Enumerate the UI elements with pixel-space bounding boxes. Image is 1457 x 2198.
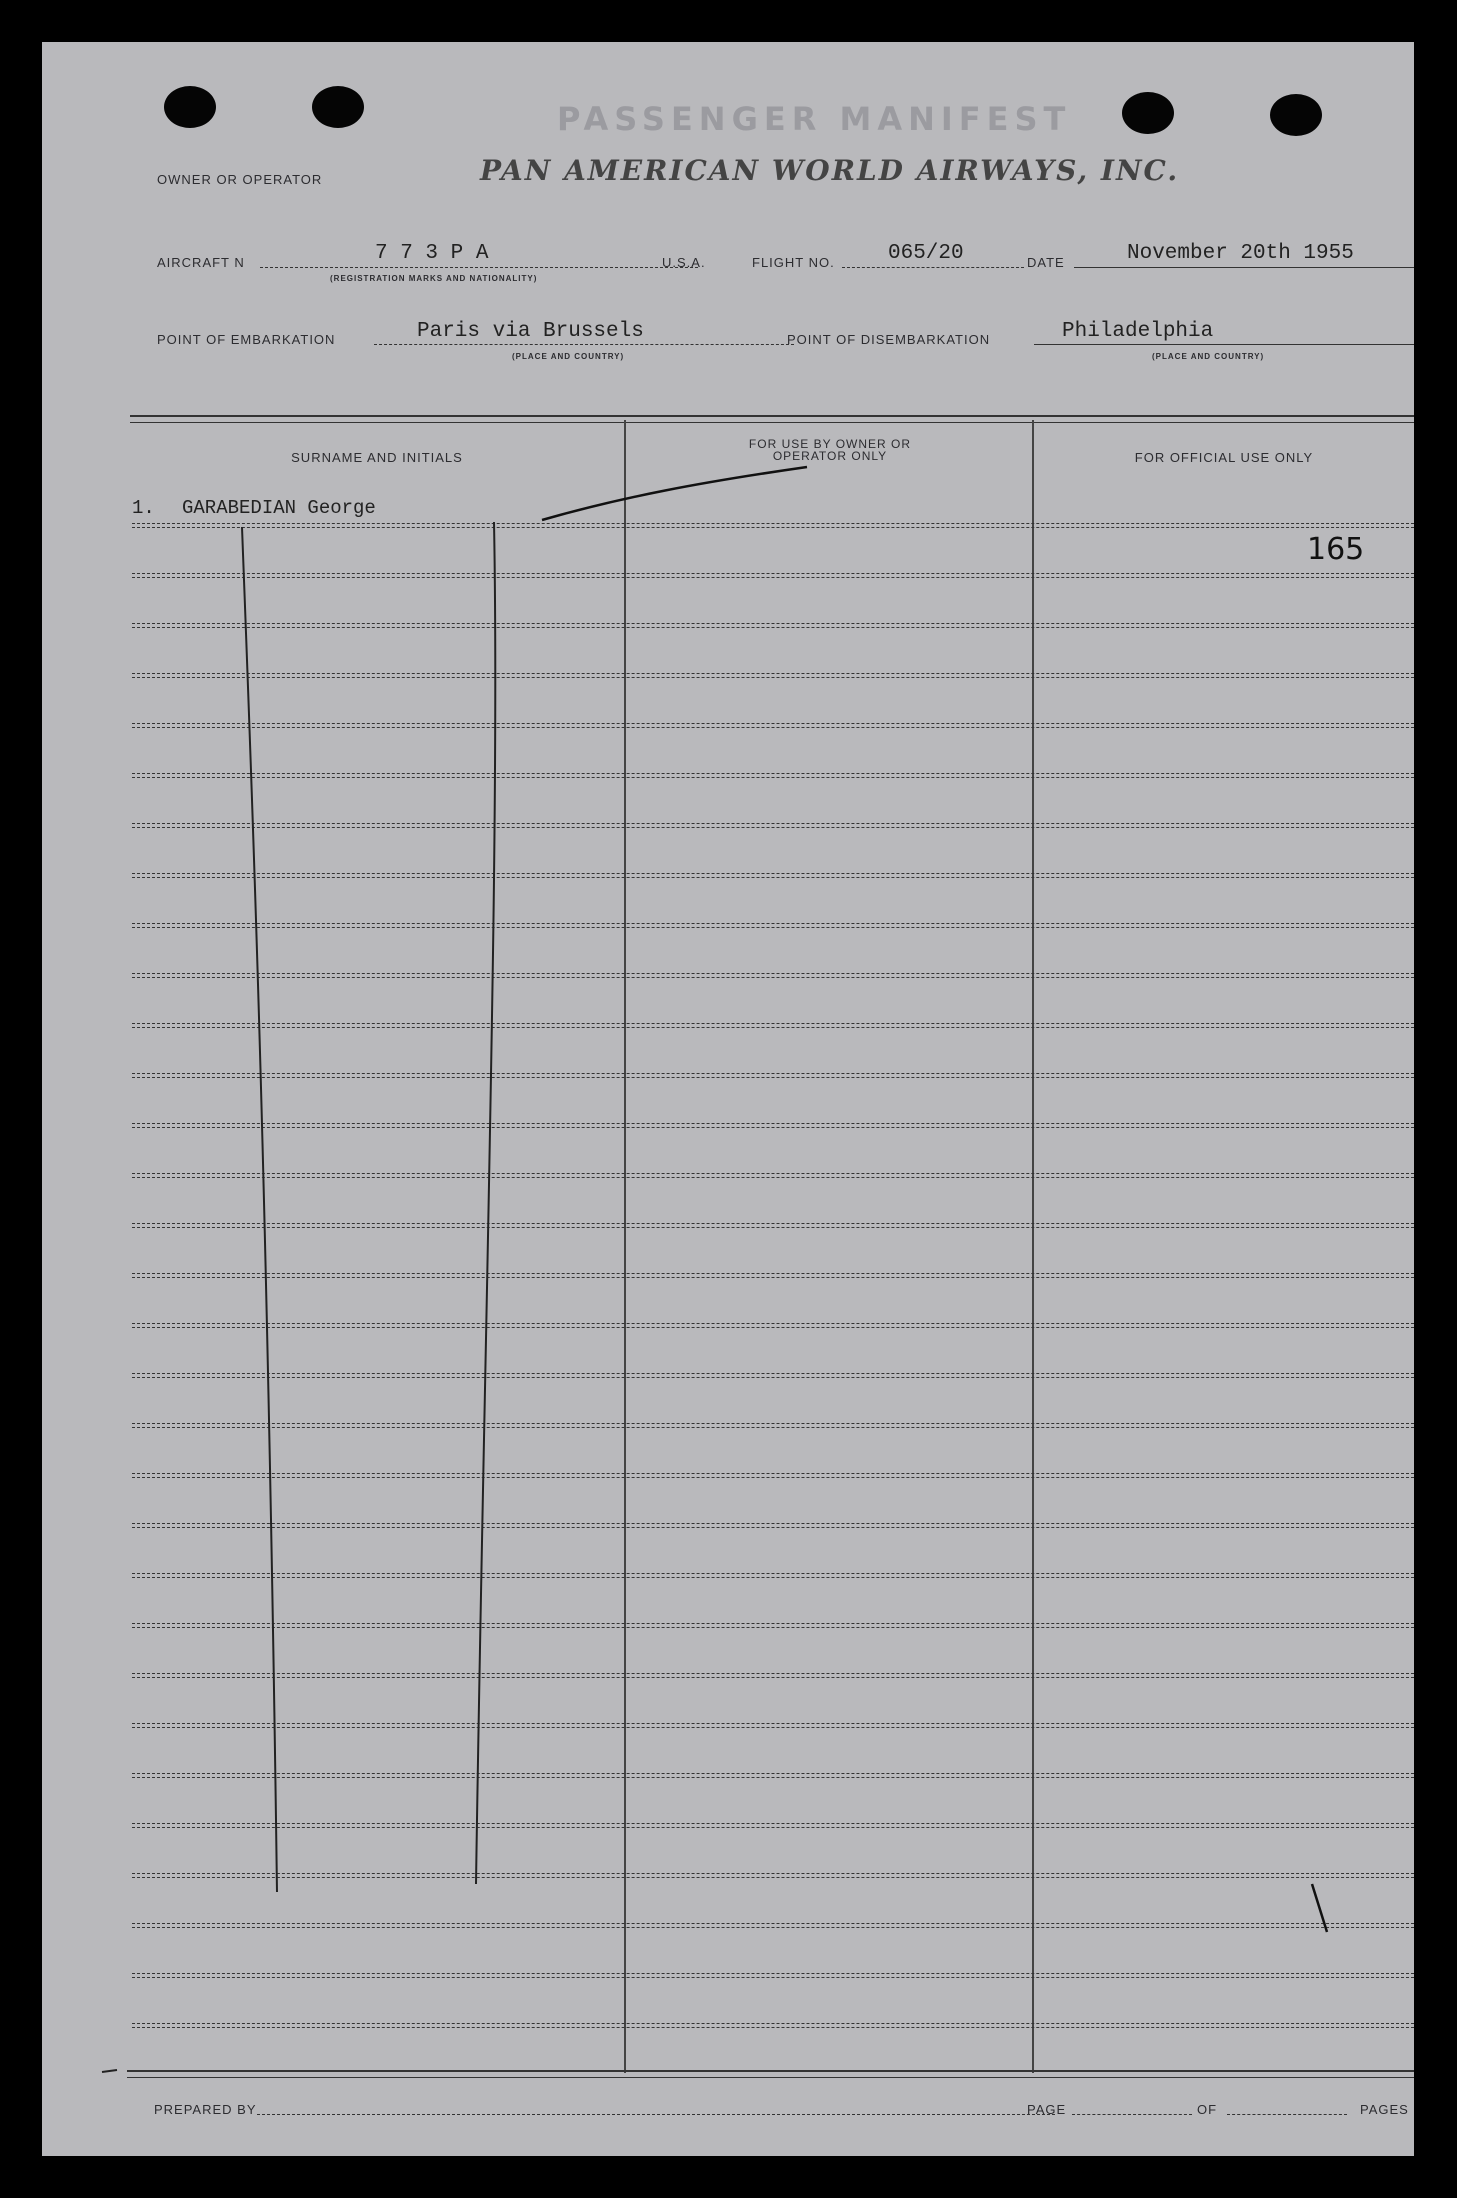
ruled-line [132, 1823, 1414, 1824]
ruled-line [132, 1423, 1414, 1424]
ruled-line [132, 1677, 1414, 1678]
column-divider [1032, 420, 1034, 2073]
ruled-line [132, 627, 1414, 628]
column-divider [624, 420, 626, 2073]
ruled-line [132, 1523, 1414, 1524]
ruled-line [132, 1927, 1414, 1928]
ruled-line [132, 1773, 1414, 1774]
aircraft-line [260, 267, 698, 268]
embark-label: POINT OF EMBARKATION [157, 332, 336, 347]
ruled-line [132, 1923, 1414, 1924]
owner-name: PAN AMERICAN WORLD AIRWAYS, INC. [480, 154, 1180, 187]
column-header-surname: SURNAME AND INITIALS [291, 450, 463, 465]
ruled-line [132, 1973, 1414, 1974]
registration-caption: (REGISTRATION MARKS AND NATIONALITY) [330, 274, 538, 283]
ruled-line [132, 977, 1414, 978]
ruled-line [132, 1123, 1414, 1124]
table-top-rule [130, 422, 1414, 423]
ruled-line [132, 1777, 1414, 1778]
ruled-line [132, 1573, 1414, 1574]
ruled-line [132, 1577, 1414, 1578]
disembark-line [1034, 344, 1414, 345]
ruled-line [132, 527, 1414, 528]
ruled-line [132, 1477, 1414, 1478]
ruled-line [132, 1873, 1414, 1874]
embark-value: Paris via Brussels [417, 320, 644, 343]
ruled-line [132, 877, 1414, 878]
ruled-line [132, 1977, 1414, 1978]
prepared-line [257, 2114, 1055, 2115]
table-bottom-rule [127, 2070, 1414, 2072]
ruled-line [132, 1227, 1414, 1228]
of-label: OF [1197, 2102, 1218, 2117]
row-number: 1. [132, 497, 155, 519]
ruled-line [132, 827, 1414, 828]
flight-label: FLIGHT NO. [752, 255, 835, 270]
ruled-line [132, 873, 1414, 874]
ruled-line [132, 1727, 1414, 1728]
table-top-rule [130, 415, 1414, 417]
ruled-line [132, 1427, 1414, 1428]
ruled-line [132, 1273, 1414, 1274]
ruled-line [132, 677, 1414, 678]
ruled-line [132, 1127, 1414, 1128]
ruled-line [132, 1373, 1414, 1374]
ruled-line [132, 727, 1414, 728]
usa-label: U.S.A. [662, 255, 706, 270]
date-value: November 20th 1955 [1127, 242, 1354, 265]
aircraft-value: 7 7 3 P A [375, 242, 489, 265]
ruled-line [132, 1077, 1414, 1078]
flight-value: 065/20 [888, 242, 964, 265]
table-bottom-rule [127, 2077, 1414, 2078]
official-number: 165 [1307, 532, 1365, 567]
embark-line [374, 344, 794, 345]
ruled-line [132, 1377, 1414, 1378]
column-header-owner-use: FOR USE BY OWNER OR OPERATOR ONLY [748, 437, 912, 463]
ruled-line [132, 573, 1414, 574]
ruled-line [132, 723, 1414, 724]
ruled-line [132, 673, 1414, 674]
ruled-line [132, 1473, 1414, 1474]
manifest-page [42, 42, 1414, 2156]
ruled-line [132, 1527, 1414, 1528]
ruled-line [132, 1327, 1414, 1328]
of-line [1227, 2114, 1347, 2115]
date-line [1074, 267, 1414, 268]
date-label: DATE [1027, 255, 1065, 270]
disembark-value: Philadelphia [1062, 320, 1214, 343]
ruled-line [132, 1623, 1414, 1624]
disembark-label: POINT OF DISEMBARKATION [787, 332, 991, 347]
page-line [1072, 2114, 1192, 2115]
ruled-line [132, 577, 1414, 578]
ruled-line [132, 973, 1414, 974]
ruled-line [132, 1877, 1414, 1878]
punch-hole [1122, 92, 1174, 134]
punch-hole [1270, 94, 1322, 136]
ruled-line [132, 1277, 1414, 1278]
ruled-line [132, 2023, 1414, 2024]
ruled-line [132, 1827, 1414, 1828]
ruled-line [132, 623, 1414, 624]
ruled-line [132, 1223, 1414, 1224]
passenger-name: GARABEDIAN George [182, 497, 376, 519]
punch-hole [164, 86, 216, 128]
prepared-label: PREPARED BY [154, 2102, 257, 2117]
ruled-line [132, 1673, 1414, 1674]
embark-caption: (PLACE AND COUNTRY) [512, 352, 625, 361]
page-label: PAGE [1027, 2102, 1067, 2117]
ruled-line [132, 927, 1414, 928]
ruled-line [132, 1073, 1414, 1074]
aircraft-label: AIRCRAFT N [157, 255, 245, 270]
ruled-line [132, 923, 1414, 924]
flight-line [842, 267, 1024, 268]
ruled-line [132, 1173, 1414, 1174]
ruled-line [132, 1323, 1414, 1324]
punch-hole [312, 86, 364, 128]
disembark-caption: (PLACE AND COUNTRY) [1152, 352, 1265, 361]
ruled-line [132, 523, 1414, 524]
ruled-line [132, 1023, 1414, 1024]
column-header-official: FOR OFFICIAL USE ONLY [1134, 450, 1314, 465]
ruled-line [132, 1723, 1414, 1724]
faint-title: PASSENGER MANIFEST [557, 100, 1072, 138]
ruled-line [132, 773, 1414, 774]
ruled-line [132, 777, 1414, 778]
ruled-line [132, 1627, 1414, 1628]
owner-label: OWNER OR OPERATOR [157, 172, 323, 187]
ruled-line [132, 1177, 1414, 1178]
ruled-line [132, 1027, 1414, 1028]
ruled-line [132, 2027, 1414, 2028]
pages-label: PAGES [1360, 2102, 1409, 2117]
ruled-line [132, 823, 1414, 824]
